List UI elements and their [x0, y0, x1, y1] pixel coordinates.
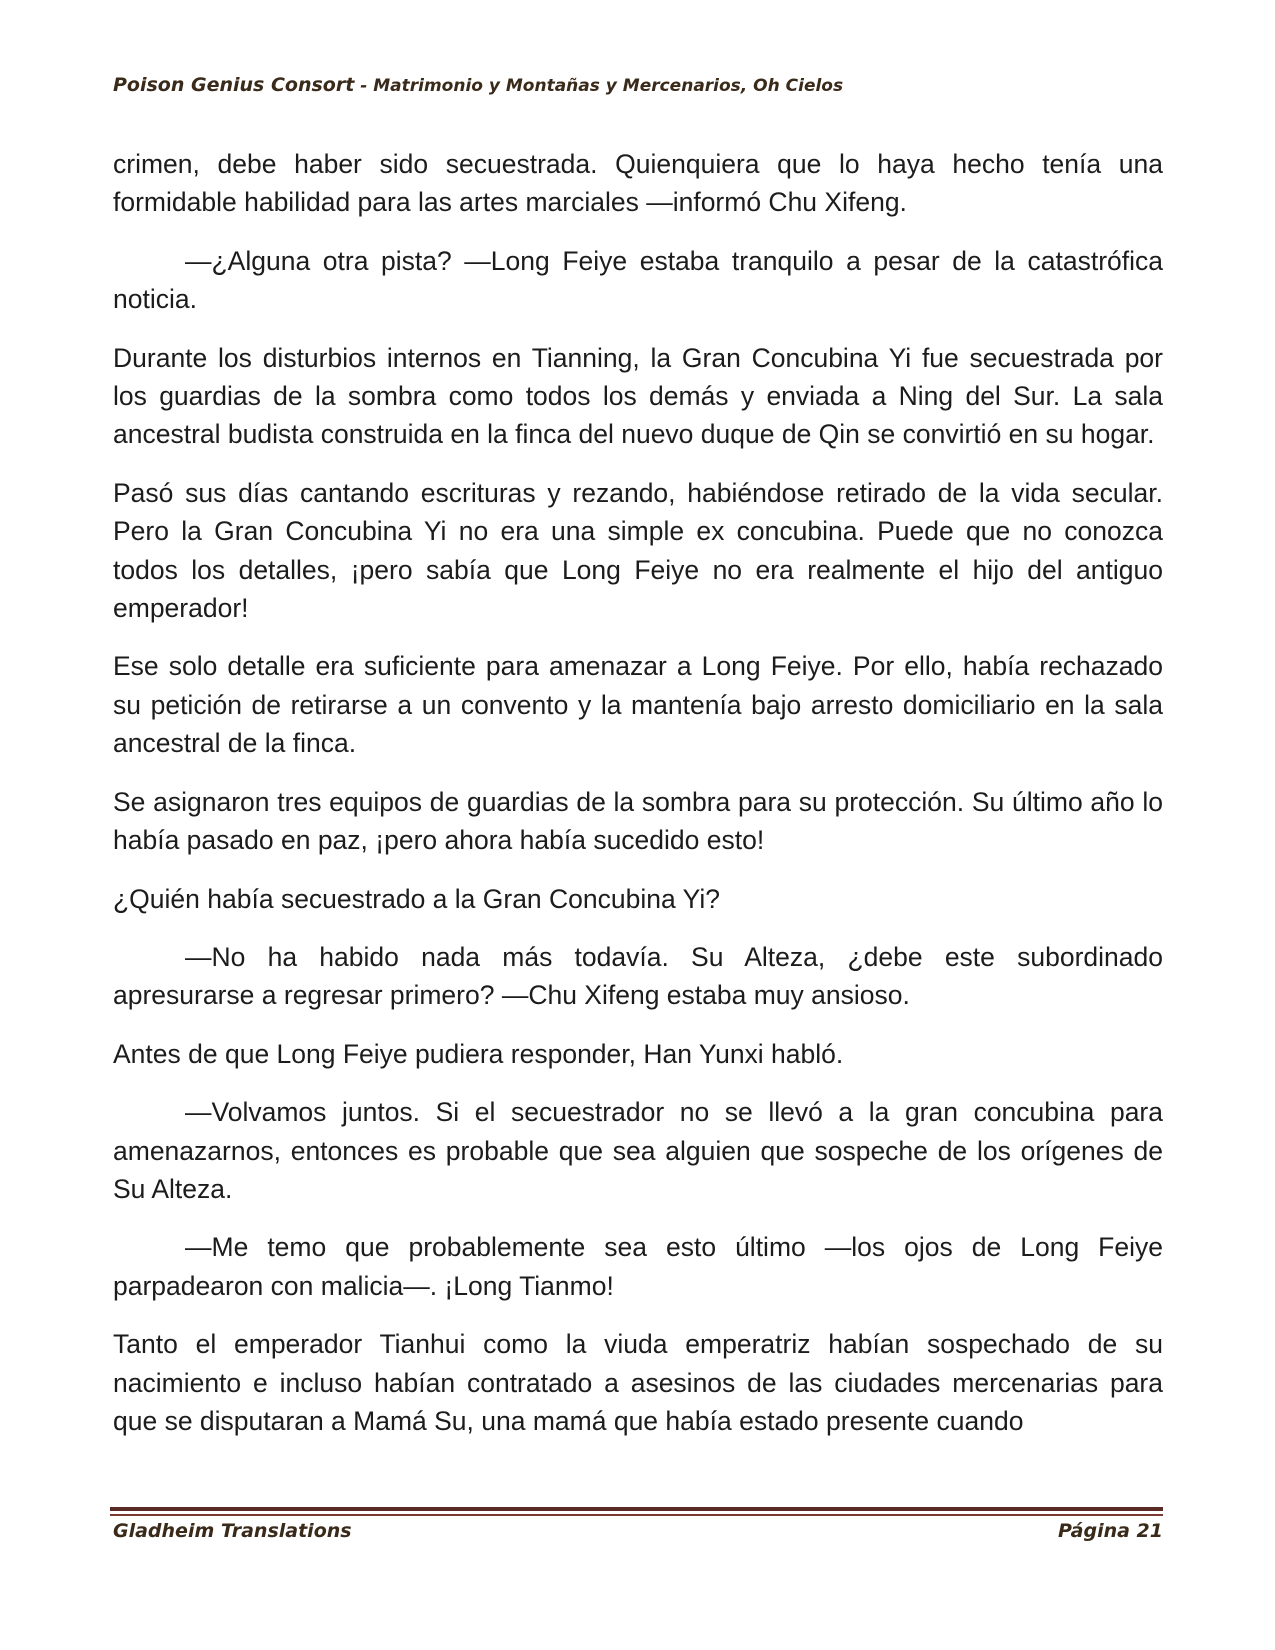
paragraph: Antes de que Long Feiye pudiera responder, Han Yunxi habló.: [113, 1038, 844, 1069]
paragraph: crimen, debe haber sido secuestrada. Quienquiera que lo haya hecho tenía una formidable habilidad para las artes marciales —informó Chu Xifeng.: [113, 149, 1163, 218]
chapter-title: Matrimonio y Montañas y Mercenarios, Oh Cielos: [373, 76, 844, 96]
paragraph: —Me temo que probablemente sea esto último —los ojos de Long Feiye parpadearon con malicia—. ¡Long Tianmo!: [113, 1232, 1163, 1301]
paragraph: Tanto el emperador Tianhui como la viuda emperatriz habían sospechado de su nacimiento e incluso habían contratado a asesinos de las ciudades mercenarias para que se disputaran a Mamá Su, una mamá que había estado presente cuando: [113, 1329, 1163, 1436]
header-separator: -: [354, 76, 374, 96]
paragraph: —¿Alguna otra pista? —Long Feiye estaba tranquilo a pesar de la catastrófica noticia.: [113, 245, 1163, 315]
paragraph: Pasó sus días cantando escrituras y rezando, habiéndose retirado de la vida secular. Pero la Gran Concubina Yi no era una simple ex concubina. Puede que no conozca todos los detalles, ¡pero sabía que Long Feiye no era realmente el hijo del antiguo emperador!: [113, 477, 1163, 624]
paragraph: Se asignaron tres equipos de guardias de la sombra para su protección. Su último año lo había pasado en paz, ¡pero ahora había sucedido esto!: [113, 786, 1163, 856]
book-title: Poison Genius Consort: [113, 74, 355, 96]
paragraph: —Volvamos juntos. Si el secuestrador no se llevó a la gran concubina para amenazarnos, entonces es probable que sea alguien que sospeche de los orígenes de Su Alteza.: [113, 1097, 1163, 1204]
paragraph: —No ha habido nada más todavía. Su Alteza, ¿debe este subordinado apresurarse a regresar primero? —Chu Xifeng estaba muy ansioso.: [113, 941, 1163, 1011]
paragraph: Ese solo detalle era suficiente para amenazar a Long Feiye. Por ello, había rechazado su petición de retirarse a un convento y la mantenía bajo arresto domiciliario en la sala ancestral de la finca.: [113, 651, 1163, 759]
footer-divider: [110, 1507, 1163, 1511]
publisher-name: Gladheim Translations: [113, 1520, 352, 1542]
paragraph: ¿Quién había secuestrado a la Gran Concubina Yi?: [113, 883, 720, 914]
page-header: [113, 74, 1163, 96]
page-footer: [113, 1520, 1163, 1542]
page-number: Página 21: [1057, 1520, 1163, 1542]
paragraph: Durante los disturbios internos en Tianning, la Gran Concubina Yi fue secuestrada por los guardias de la sombra como todos los demás y enviada a Ning del Sur. La sala ancestral budista construida en la finca del nuevo duque de Qin se convirtió en su hogar.: [113, 342, 1163, 450]
body-text: [113, 145, 1163, 1460]
footer-divider-thin: [110, 1514, 1163, 1516]
